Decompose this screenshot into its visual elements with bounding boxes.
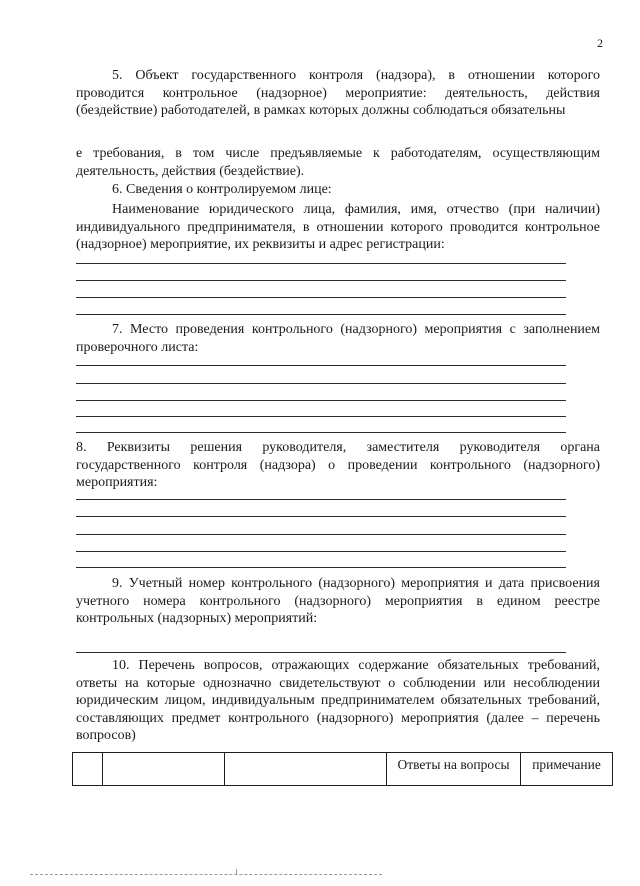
fill-line — [76, 516, 566, 517]
fill-line — [76, 297, 566, 298]
section-5-continuation: е требования, в том числе предъявляемые к работодателям, осуществляющим деятельность, действия (бездействие). — [76, 146, 600, 179]
fill-line — [76, 499, 566, 500]
fill-line — [76, 365, 566, 366]
fill-line — [76, 416, 566, 417]
fill-line — [76, 314, 566, 315]
fill-line — [76, 400, 566, 401]
table-cell-empty — [225, 753, 387, 786]
fill-line — [76, 567, 566, 568]
section-5-text: 5. Объект государственного контроля (надзора), в отношении которого проводится контрольное (надзорное) мероприятие: деятельность, действия (бездействие) работодателей, в рамках которых должны соблюдаться обязательны — [76, 68, 600, 118]
section-6-title: 6. Сведения о контролируемом лице: — [112, 182, 332, 197]
fill-line — [76, 432, 566, 433]
note-header: примечание — [521, 753, 613, 786]
section-7-text: 7. Место проведения контрольного (надзорного) мероприятия с заполнением проверочного листа: — [76, 322, 600, 355]
fill-line — [76, 280, 566, 281]
section-10-text: 10. Перечень вопросов, отражающих содержание обязательных требований, ответы на которые однозначно свидетельствуют о соблюдении или несоблюдении юридическим лицом, индивидуальным предпринимателем обязательных требований, составляющих предмет контрольного (надзорного) мероприятия (далее – перечень вопросов) — [76, 658, 600, 743]
table-cell-empty — [73, 753, 103, 786]
fill-line — [76, 652, 566, 653]
footer-tick — [236, 869, 237, 875]
footer-divider — [30, 874, 382, 875]
table-header-row — [73, 753, 613, 786]
section-8-text: 8. Реквизиты решения руководителя, заместителя руководителя органа государственного контроля (надзора) о проведении контрольного (надзорного) мероприятия: — [76, 440, 600, 490]
section-9-text: 9. Учетный номер контрольного (надзорного) мероприятия и дата присвоения учетного номера контрольного (надзорного) мероприятия в едином реестре контрольных (надзорных) мероприятий: — [76, 576, 600, 626]
section-6-body: Наименование юридического лица, фамилия, имя, отчество (при наличии) индивидуального предпринимателя, в отношении которого проводится контрольное (надзорное) мероприятие, их реквизиты и адрес регистрации: — [76, 202, 600, 252]
page-number: 2 — [597, 36, 603, 50]
answers-header: Ответы на вопросы — [387, 753, 521, 786]
fill-line — [76, 534, 566, 535]
checklist-table — [72, 752, 613, 786]
fill-line — [76, 383, 566, 384]
table-cell-empty — [103, 753, 225, 786]
fill-line — [76, 263, 566, 264]
fill-line — [76, 551, 566, 552]
